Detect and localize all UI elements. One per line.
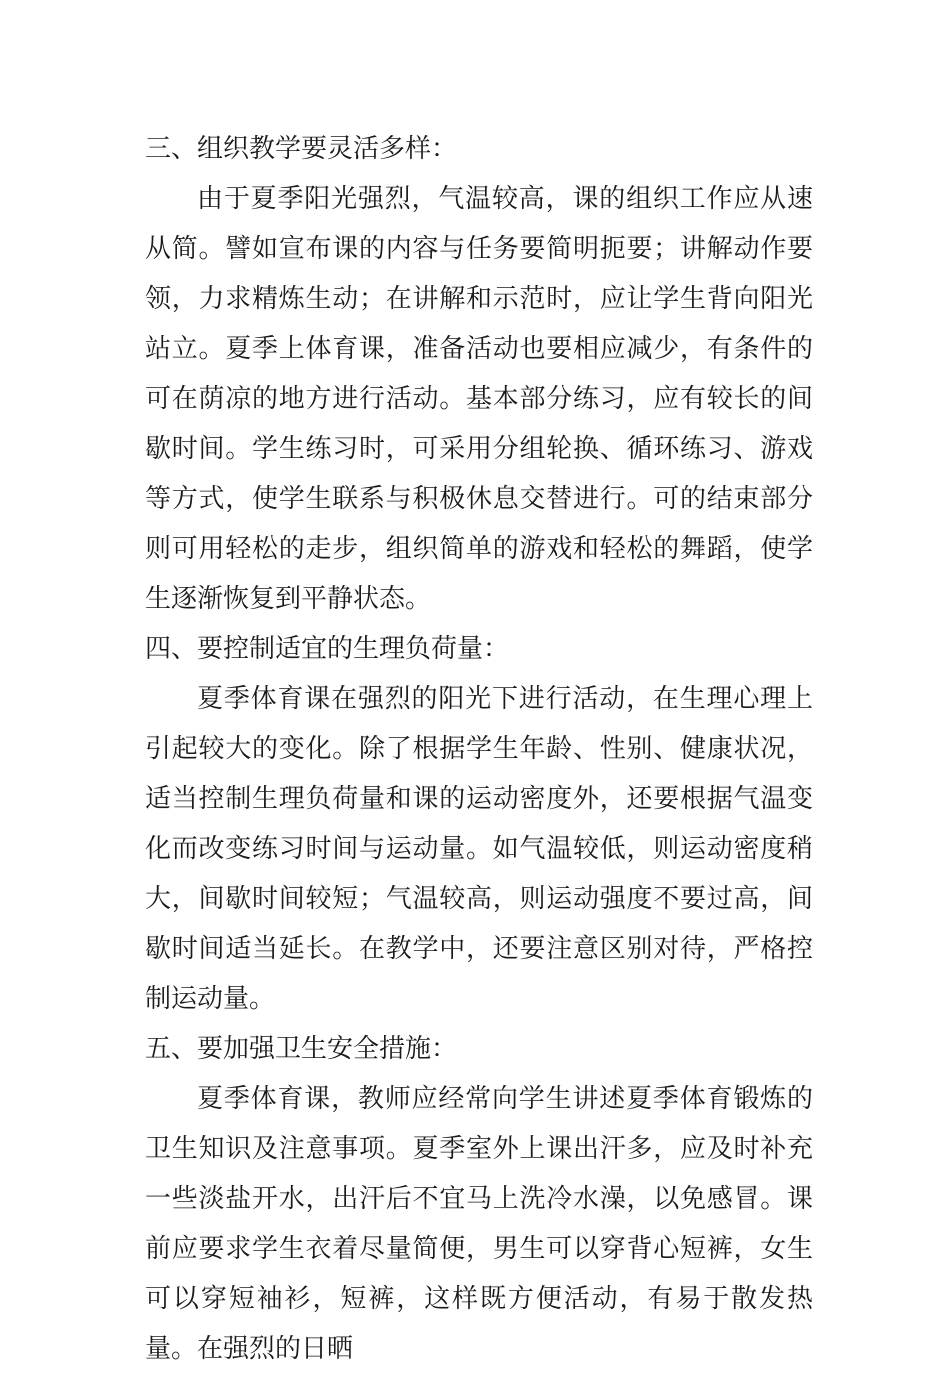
section-body-4: 夏季体育课在强烈的阳光下进行活动，在生理心理上引起较大的变化。除了根据学生年龄、性别、健康状况，适当控制生理负荷量和课的运动密度外，还要根据气温变化而改变练习时间与运动量。如气温较低，则运动密度稍大，间歇时间较短；气温较高，则运动强度不要过高，间歇时间适当延长。在教学中，还要注意区别对待，严格控制运动量。: [145, 684, 813, 1014]
section-body-3: 由于夏季阳光强烈，气温较高，课的组织工作应从速从简。譬如宣布课的内容与任务要简明扼要；讲解动作要领，力求精炼生动；在讲解和示范时，应让学生背向阳光站立。夏季上体育课，准备活动也要相应减少，有条件的可在荫凉的地方进行活动。基本部分练习，应有较长的间歇时间。学生练习时，可采用分组轮换、循环练习、游戏等方式，使学生联系与积极休息交替进行。可的结束部分则可用轻松的走步，组织简单的游戏和轻松的舞蹈，使学生逐渐恢复到平静状态。: [145, 184, 813, 614]
section-heading-3: 三、组织教学要灵活多样：: [145, 134, 458, 164]
section-heading-4: 四、要控制适宜的生理负荷量：: [145, 634, 510, 664]
section-heading-5: 五、要加强卫生安全措施：: [145, 1034, 458, 1064]
document-page: [145, 124, 813, 1374]
section-body-5: 夏季体育课，教师应经常向学生讲述夏季体育锻炼的卫生知识及注意事项。夏季室外上课出汗多，应及时补充一些淡盐开水，出汗后不宜马上洗冷水澡，以免感冒。课前应要求学生衣着尽量简便，男生可以穿背心短裤，女生可以穿短袖衫，短裤，这样既方便活动，有易于散发热量。在强烈的日晒: [145, 1084, 813, 1364]
